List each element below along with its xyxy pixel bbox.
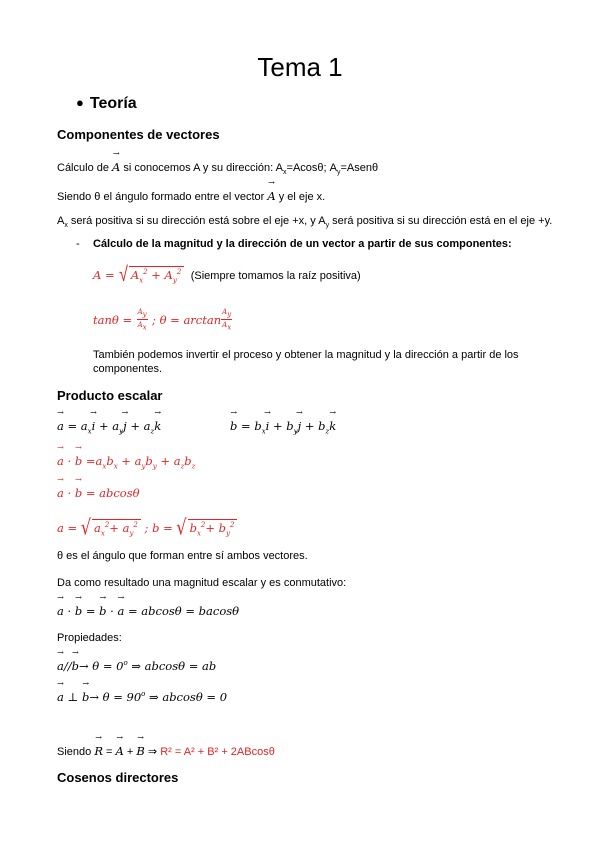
line-calculo: Cálculo de → A si conocemos A y su dirección: $A_x=Acos\theta$; $A_y=Asen\theta$ xyxy=(57,160,378,176)
line-siendo-theta: Siendo θ el ángulo formado entre el vector → A y el eje x. xyxy=(57,189,325,203)
list-dash: - xyxy=(76,238,80,250)
formula-magnitude: A = √ $A_x^2 + A_y^2$ (Siempre tomamos la raíz positiva) xyxy=(93,264,361,287)
formula-vector-a: → $a = a_x\to i + a_y\to j + a_z\to k$ xyxy=(57,419,161,435)
heading-producto-escalar: Producto escalar xyxy=(57,388,163,403)
bullet-icon: ● xyxy=(76,95,84,110)
invert-note: También podemos invertir el proceso y obtener la magnitud y la dirección a partir de los componentes. xyxy=(93,349,519,375)
formula-dot-cos: → a · → b = abcosθ xyxy=(57,486,140,500)
page-title: Tema 1 xyxy=(257,52,343,82)
formula-resultant: Siendo → R = → A + → B ⇒ R² = A² + B² + 2ABcosθ xyxy=(57,744,275,758)
heading-componentes: Componentes de vectores xyxy=(57,127,220,142)
formula-magnitudes-ab: a = √ $a_x^2+ a_y^2$ ; b = √ $b_x^2+ b_y^2$ xyxy=(57,517,237,537)
list-item-label: Cálculo de la magnitud y la dirección de un vector a partir de sus componentes: xyxy=(93,238,512,250)
formula-vector-b: → $b = b_x\to i + b_y\to j + b_z\to k$ xyxy=(230,419,336,435)
line-signos: $A_x$ será positiva si su dirección está sobre el eje +x, y $A_y$ será positiva si su dirección está en el eje +y. xyxy=(57,215,553,230)
formula-conmutativo: → a · → b = → b · → a = abcosθ = bacosθ xyxy=(57,604,239,618)
note-conmutativo: Da como resultado una magnitud escalar y es conmutativo: xyxy=(57,577,347,589)
heading-cosenos-directores: Cosenos directores xyxy=(57,770,179,785)
note-theta: θ es el ángulo que forman entre sí ambos vectores. xyxy=(57,550,308,562)
formula-direction: tanθ = $\frac{A_y}{A_x}$ ; θ = arctan $\frac{A_y}{A_x}$ xyxy=(93,308,232,332)
formula-dot-components: → a · → $b =a_xb_x + a_yb_y + a_zb_z$ xyxy=(57,454,195,470)
propiedades-label: Propiedades: xyxy=(57,632,122,644)
formula-parallel: → $a//\to b\to \theta = 0^o$ ⇒ abcosθ = ab xyxy=(57,659,216,673)
section-heading: ● Teoría xyxy=(76,95,137,112)
formula-perpendicular: → a ⊥ → $b\to \theta = 90^o$ ⇒ abcosθ = 0 xyxy=(57,690,227,704)
